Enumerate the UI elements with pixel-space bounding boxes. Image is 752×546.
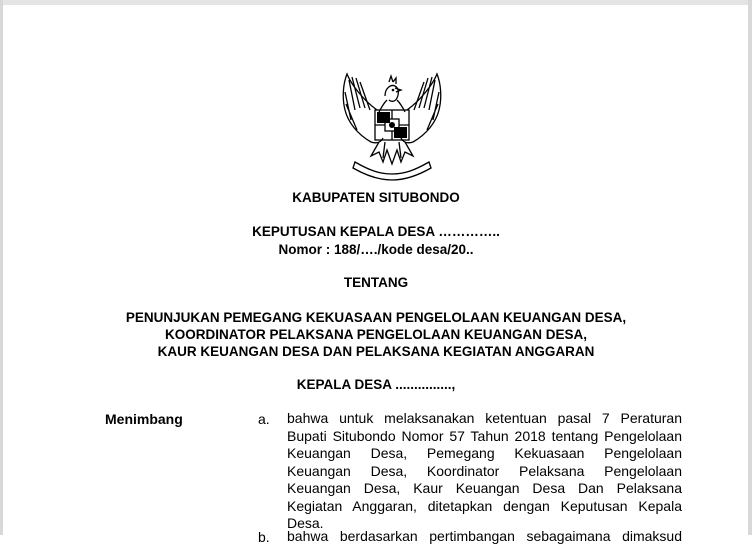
subject-line-1: PENUNJUKAN PEMEGANG KEKUASAAN PENGELOLAAN KEUANGAN DESA,: [125, 310, 627, 325]
consideration-text-b: bahwa berdasarkan pertimbangan sebagaimana dimaksud: [287, 528, 682, 544]
page-edge-top: [0, 0, 752, 5]
garuda-emblem-icon: [333, 70, 451, 182]
consideration-text-a: bahwa untuk melaksanakan ketentuan pasal 7 Peraturan Bupati Situbondo Nomor 57 Tahun 2018 tentang Pengelolaan Keuangan Desa, Pemegang Kekuasaan Pengelolaan Keuangan Desa, Koordinator Pelaksana Pengelolaan Keuangan Desa, Kaur Keuangan Desa Dan Pelaksana Kegiatan Anggaran, ditetapkan dengan Keputusan Kepala Desa.: [287, 410, 682, 531]
regency-name: KABUPATEN SITUBONDO: [292, 190, 460, 205]
decree-title: KEPUTUSAN KEPALA DESA …………..: [252, 224, 500, 239]
consideration-marker-a: a.: [258, 411, 270, 427]
page-edge-right: [748, 0, 752, 535]
consideration-marker-b: b.: [258, 529, 270, 545]
tentang-heading: TENTANG: [343, 275, 409, 290]
menimbang-label: Menimbang: [105, 411, 183, 427]
official-title: KEPALA DESA ...............,: [296, 377, 456, 392]
page-edge-left: [0, 0, 3, 535]
decree-number: Nomor : 188/…./kode desa/20..: [278, 242, 474, 257]
subject-line-3: KAUR KEUANGAN DESA DAN PELAKSANA KEGIATAN ANGGARAN: [157, 344, 595, 359]
subject-line-2: KOORDINATOR PELAKSANA PENGELOLAAN KEUANGAN DESA,: [164, 327, 588, 342]
